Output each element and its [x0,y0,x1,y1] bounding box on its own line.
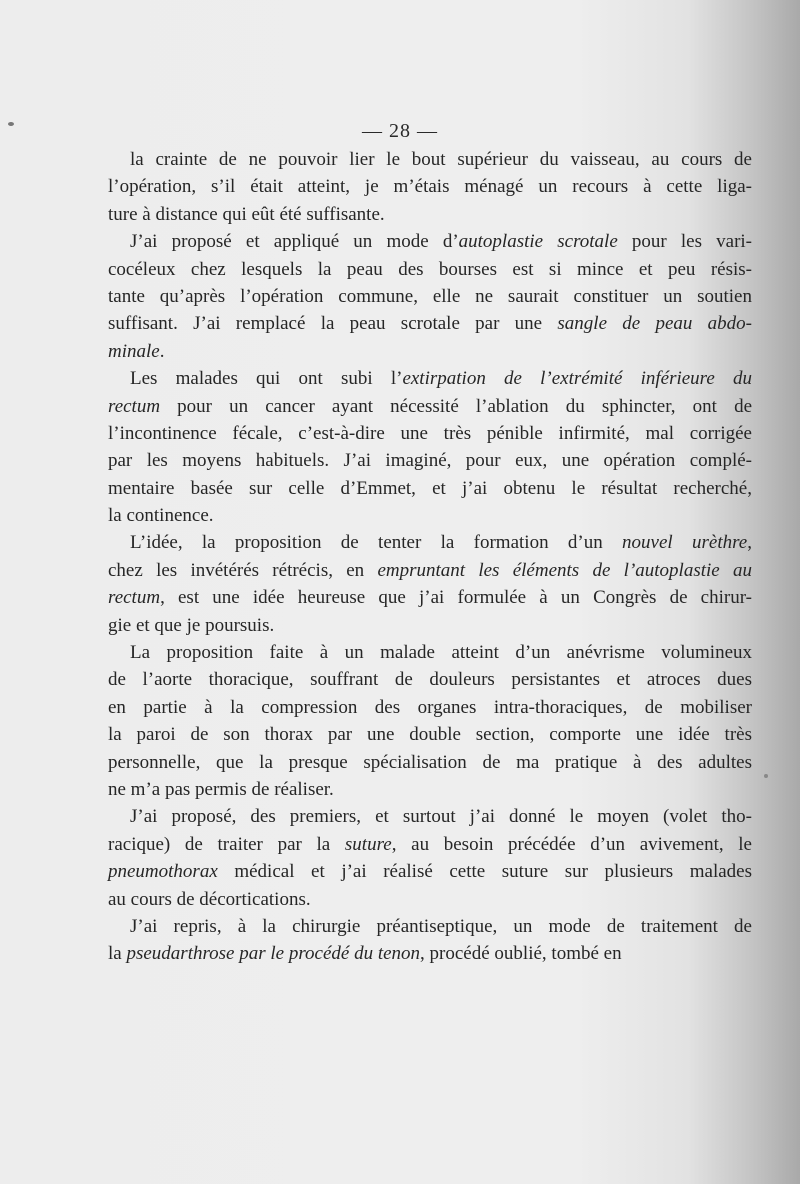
text-line [108,256,752,283]
text-line [108,475,752,502]
text-line [108,283,752,310]
text-segment: , procédé oublié, tombé en [420,943,622,965]
text-line [108,584,752,611]
text-segment: la continence. [108,505,214,527]
text-line [108,420,752,447]
italic-segment: sangle de peau abdo- [557,313,752,335]
text-line [108,393,752,420]
text-segment: suffisant. J’ai remplacé la peau scrotale par une [108,313,558,335]
text-segment: chez les invétérés rétrécis, en [108,559,378,581]
text-line [108,694,752,721]
italic-segment: autoplastie scrotale [458,231,618,253]
paper-speck [8,122,14,126]
text-segment: gie et que je poursuis. [108,614,275,636]
body-text [108,146,752,968]
text-line [108,365,752,392]
text-segment: , [747,532,752,554]
italic-segment: pseudarthrose par le procédé du tenon [126,943,421,965]
text-segment: J’ai proposé, des premiers, et surtout j’ai donné le moyen (volet tho- [130,806,752,828]
text-segment: ne m’a pas permis de réaliser. [108,778,334,800]
page-number: — 28 — [362,120,438,142]
text-segment: J’ai proposé et appliqué un mode d’ [130,231,459,253]
italic-segment: empruntant les éléments de l’autoplastie au [377,559,752,581]
text-segment: cocéleux chez lesquels la peau des bourses est si mince et peu résis- [108,258,752,280]
text-segment: Les malades qui ont subi l’ [130,368,403,390]
text-line [108,447,752,474]
text-line [108,310,752,337]
text-segment: la crainte de ne pouvoir lier le bout supérieur du vaisseau, au cours de [130,149,752,170]
text-segment: par les moyens habituels. J’ai imaginé, pour eux, une opération complé- [108,450,752,472]
italic-segment: rectum [108,587,161,609]
text-segment: L’idée, la proposition de tenter la formation d’un [130,532,623,554]
text-line [108,529,752,556]
text-line [108,338,752,365]
italic-segment: rectum [108,395,161,417]
text-line [108,228,752,255]
text-line [108,803,752,830]
text-line [108,612,752,639]
text-line [108,886,752,913]
paragraph [108,803,752,913]
text-segment: médical et j’ai réalisé cette suture sur plusieurs malades [217,861,752,883]
text-segment: pour un cancer ayant nécessité l’ablation du sphincter, ont de [160,395,752,417]
text-segment: l’incontinence fécale, c’est-à-dire une très pénible infirmité, mal corrigée [108,422,752,444]
italic-segment: extirpation de l’extrémité inférieure du [402,368,752,390]
text-segment: de l’aorte thoracique, souffrant de douleurs persistantes et atroces dues [108,669,752,691]
text-segment: , est une idée heureuse que j’ai formulée à un Congrès de chirur- [160,587,752,609]
text-line [108,749,752,776]
italic-segment: nouvel urèthre [622,532,748,554]
text-segment: personnelle, que la presque spécialisation de ma pratique à des adultes [108,751,752,773]
text-line [108,913,752,940]
text-segment: La proposition faite à un malade atteint d’un anévrisme volumineux [130,642,752,664]
text-segment: racique) de traiter par la [108,833,345,855]
text-line [108,146,752,173]
paragraph [108,639,752,803]
paragraph [108,146,752,228]
text-segment: J’ai repris, à la chirurgie préantiseptique, un mode de traitement de [130,915,752,937]
text-line [108,557,752,584]
text-segment: l’opération, s’il était atteint, je m’étais ménagé un recours à cette liga- [108,176,752,198]
text-line [108,201,752,228]
text-line [108,831,752,858]
italic-segment: pneumothorax [108,861,218,883]
italic-segment: minale [108,340,160,362]
text-segment: pour les vari- [617,231,753,253]
text-line [108,502,752,529]
text-segment: la paroi de son thorax par une double section, comporte une idée très [108,724,752,746]
text-line [108,173,752,200]
text-segment: . [159,340,165,362]
paragraph [108,365,752,529]
text-segment: en partie à la compression des organes intra-thoraciques, de mobiliser [108,696,752,718]
text-line [108,940,752,967]
text-line [108,639,752,666]
text-line [108,666,752,693]
paragraph [108,228,752,365]
paragraph [108,913,752,968]
italic-segment: suture [344,833,392,855]
text-line [108,858,752,885]
text-segment: ture à distance qui eût été suffisante. [108,203,385,225]
text-segment: tante qu’après l’opération commune, elle ne saurait constituer un soutien [108,285,752,307]
text-line [108,776,752,803]
text-segment: mentaire basée sur celle d’Emmet, et j’ai obtenu le résultat recherché, [108,477,752,499]
text-segment: au cours de décortications. [108,888,311,910]
text-segment: , au besoin précédée d’un avivement, le [391,833,752,855]
paper-speck [764,774,768,778]
text-line [108,721,752,748]
text-segment: la [108,943,127,965]
paragraph [108,529,752,639]
